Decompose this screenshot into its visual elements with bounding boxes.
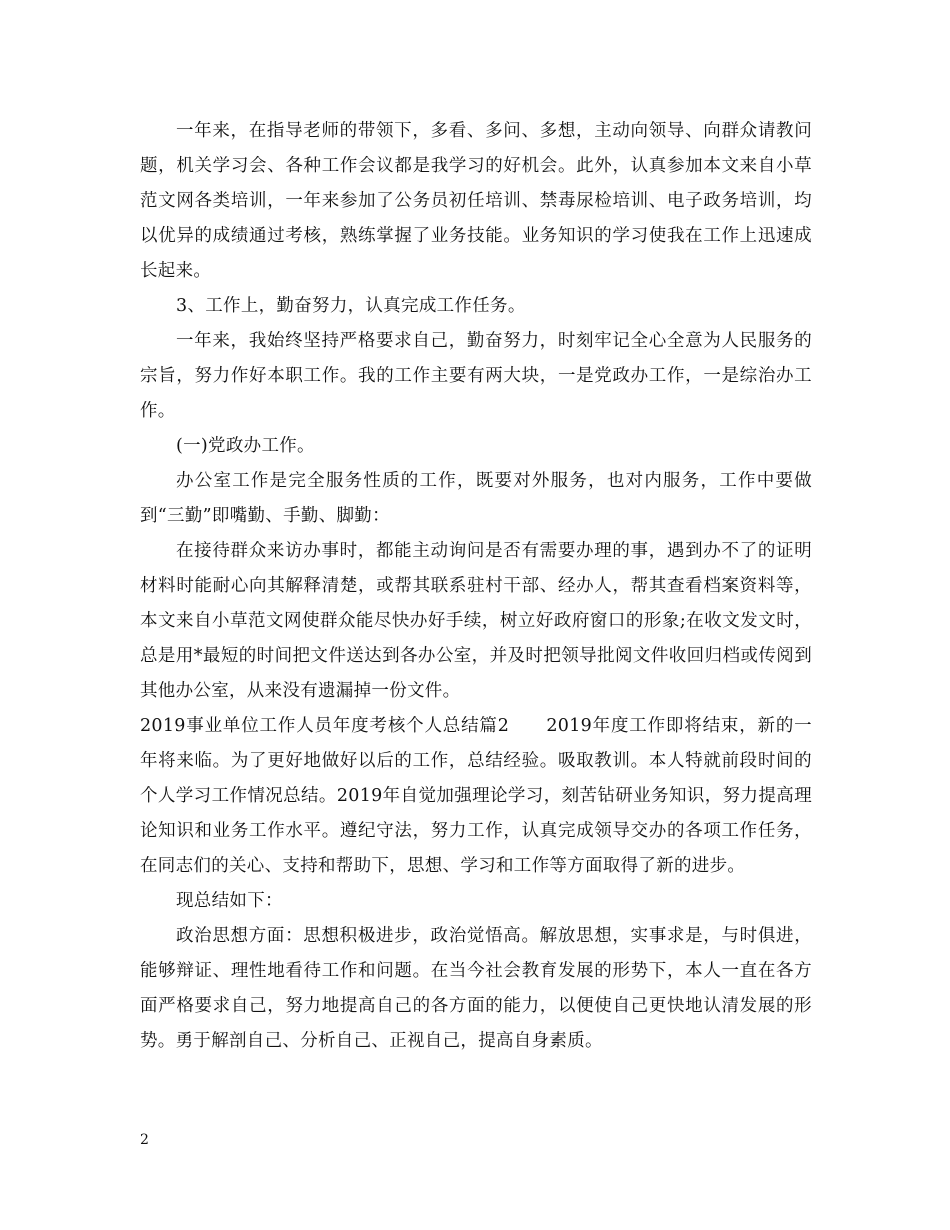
page-number: 2	[140, 1132, 149, 1148]
paragraph: 在接待群众来访办事时，都能主动询问是否有需要办理的事，遇到办不了的证明材料时能耐心向其解释清楚，或帮其联系驻村干部、经办人，帮其查看档案资料等，本文来自小草范文网使群众能尽快办好手续，树立好政府窗口的形象;在收文发文时，总是用*最短的时间把文件送达到各办公室，并及时把领导批阅文件收回归档或传阅到其他办公室，从来没有遗漏掉一份文件。	[140, 541, 812, 701]
paragraph: 一年来，在指导老师的带领下，多看、多问、多想，主动向领导、向群众请教问题，机关学习会、各种工作会议都是我学习的好机会。此外，认真参加本文来自小草范文网各类培训，一年来参加了公务员初任培训、禁毒尿检培训、电子政务培训，均以优异的成绩通过考核，熟练掌握了业务技能。业务知识的学习使我在工作上迅速成长起来。	[140, 121, 812, 281]
paragraph: 办公室工作是完全服务性质的工作，既要对外服务，也对内服务，工作中要做到“三勤”即嘴勤、手勤、脚勤：	[140, 471, 812, 526]
section-heading-paragraph: 2019事业单位工作人员年度考核个人总结篇2 2019年度工作即将结束，新的一年将来临。为了更好地做好以后的工作，总结经验。吸取教训。本人特就前段时间的个人学习工作情况总结。2019年自觉加强理论学习，刻苦钻研业务知识，努力提高理论知识和业务工作水平。遵纪守法，努力工作，认真完成领导交办的各项工作任务，在同志们的关心、支持和帮助下，思想、学习和工作等方面取得了新的进步。	[140, 716, 812, 876]
paragraph: 一年来，我始终坚持严格要求自己，勤奋努力，时刻牢记全心全意为人民服务的宗旨，努力作好本职工作。我的工作主要有两大块，一是党政办工作，一是综治办工作。	[140, 331, 812, 421]
paragraph: 政治思想方面：思想积极进步，政治觉悟高。解放思想，实事求是，与时俱进，能够辩证、理性地看待工作和问题。在当今社会教育发展的形势下，本人一直在各方面严格要求自己，努力地提高自己的各方面的能力，以便使自己更快地认清发展的形势。勇于解剖自己、分析自己、正视自己，提高自身素质。	[140, 926, 812, 1051]
paragraph: (一)党政办工作。	[176, 436, 315, 456]
document-body	[140, 114, 812, 1059]
paragraph: 3、工作上，勤奋努力，认真完成工作任务。	[176, 296, 526, 316]
paragraph: 现总结如下：	[176, 891, 283, 911]
